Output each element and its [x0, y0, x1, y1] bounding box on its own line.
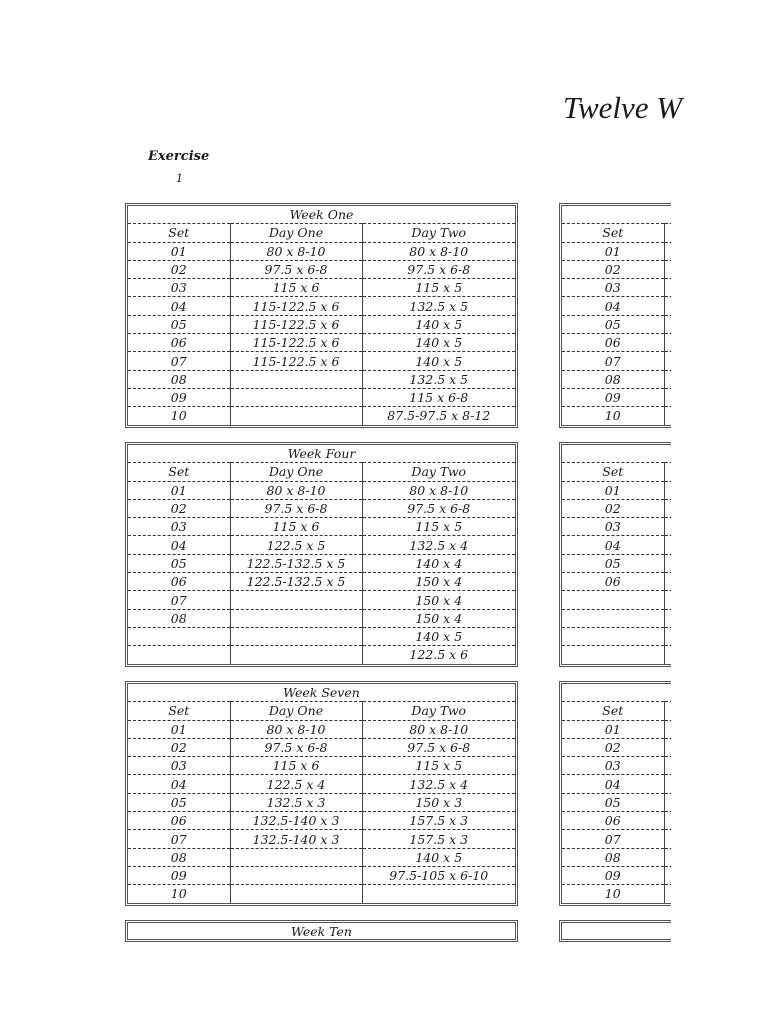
day-two-value: 150 x 4: [362, 573, 515, 591]
set-number: 09: [562, 388, 664, 406]
set-number: 02: [128, 260, 230, 278]
day-one-value: [664, 757, 671, 775]
set-number: 10: [562, 407, 664, 425]
week-block-partial: [559, 442, 671, 667]
set-number: 06: [562, 334, 664, 352]
set-number: 07: [128, 830, 230, 848]
set-number: [562, 609, 664, 627]
set-number: 05: [562, 793, 664, 811]
column-header-day-two: Day Two: [362, 463, 515, 481]
table-row: [562, 573, 671, 591]
column-header-day-one: [664, 702, 671, 720]
day-one-value: 132.5-140 x 3: [230, 812, 362, 830]
day-one-value: [664, 554, 671, 572]
day-one-value: [664, 260, 671, 278]
day-one-value: [664, 830, 671, 848]
day-two-value: 140 x 4: [362, 554, 515, 572]
set-number: 07: [128, 352, 230, 370]
table-row: [562, 646, 671, 664]
set-number: 01: [562, 242, 664, 260]
day-two-value: 150 x 4: [362, 609, 515, 627]
day-one-value: [664, 499, 671, 517]
day-one-value: 122.5-132.5 x 5: [230, 554, 362, 572]
set-number: 02: [128, 499, 230, 517]
table-row: [128, 573, 515, 591]
set-number: 09: [562, 866, 664, 884]
day-one-value: 80 x 8-10: [230, 242, 362, 260]
column-header-set: Set: [562, 463, 664, 481]
set-number: 09: [128, 866, 230, 884]
set-number: 06: [128, 573, 230, 591]
day-one-value: [230, 848, 362, 866]
table-row: [562, 793, 671, 811]
day-two-value: 80 x 8-10: [362, 720, 515, 738]
day-one-value: [230, 866, 362, 884]
day-one-value: [230, 885, 362, 903]
set-number: 10: [562, 885, 664, 903]
table-row: [128, 499, 515, 517]
day-one-value: [664, 738, 671, 756]
set-number: 06: [128, 812, 230, 830]
set-number: 03: [562, 757, 664, 775]
table-row: [128, 609, 515, 627]
table-row: [128, 279, 515, 297]
week-title: [562, 206, 671, 224]
set-number: 04: [562, 775, 664, 793]
table-row: [562, 720, 671, 738]
day-two-value: 97.5 x 6-8: [362, 738, 515, 756]
set-number: 03: [128, 757, 230, 775]
day-two-value: 140 x 5: [362, 627, 515, 645]
day-two-value: 132.5 x 5: [362, 370, 515, 388]
week-title: Week Seven: [128, 684, 515, 702]
day-one-value: 122.5-132.5 x 5: [230, 573, 362, 591]
table-row: [562, 885, 671, 903]
day-two-value: 140 x 5: [362, 352, 515, 370]
set-number: 07: [562, 830, 664, 848]
day-one-value: [664, 866, 671, 884]
table-row: [562, 738, 671, 756]
column-header-set: Set: [128, 702, 230, 720]
table-row: [562, 830, 671, 848]
set-number: 01: [128, 242, 230, 260]
day-one-value: [664, 812, 671, 830]
day-one-value: 115 x 6: [230, 279, 362, 297]
table-row: [562, 334, 671, 352]
day-one-value: [664, 627, 671, 645]
table-row: [128, 646, 515, 664]
column-header-day-one: [664, 224, 671, 242]
day-one-value: [664, 279, 671, 297]
set-number: 04: [562, 536, 664, 554]
table-row: [128, 536, 515, 554]
table-row: [128, 370, 515, 388]
table-row: [562, 866, 671, 884]
table-row: [562, 242, 671, 260]
table-row: [562, 297, 671, 315]
table-row: [128, 297, 515, 315]
column-header-set: Set: [128, 463, 230, 481]
day-one-value: [664, 848, 671, 866]
day-one-value: 80 x 8-10: [230, 481, 362, 499]
day-one-value: [664, 793, 671, 811]
day-one-value: 97.5 x 6-8: [230, 260, 362, 278]
day-one-value: 115-122.5 x 6: [230, 352, 362, 370]
day-one-value: [664, 646, 671, 664]
week-title: [562, 923, 671, 940]
column-header-day-one: Day One: [230, 224, 362, 242]
day-two-value: 132.5 x 4: [362, 536, 515, 554]
table-row: [562, 812, 671, 830]
table-row: [128, 866, 515, 884]
set-number: 01: [128, 481, 230, 499]
day-one-value: 80 x 8-10: [230, 720, 362, 738]
table-row: [128, 334, 515, 352]
day-two-value: 132.5 x 5: [362, 297, 515, 315]
table-row: [562, 388, 671, 406]
table-row: [128, 315, 515, 333]
day-one-value: [664, 370, 671, 388]
day-two-value: 80 x 8-10: [362, 242, 515, 260]
week-block: [125, 203, 518, 428]
day-one-value: [230, 627, 362, 645]
week-block: [125, 920, 518, 942]
table-row: [562, 370, 671, 388]
table-row: [128, 388, 515, 406]
set-number: 05: [128, 793, 230, 811]
set-number: 02: [562, 499, 664, 517]
table-row: [128, 812, 515, 830]
exercise-label: Exercise: [148, 149, 210, 164]
week-block-partial: [559, 920, 671, 942]
page-title: Twelve W: [563, 90, 683, 125]
week-block-partial: [559, 203, 671, 428]
table-row: [128, 591, 515, 609]
set-number: 03: [128, 518, 230, 536]
set-number: 08: [128, 370, 230, 388]
table-row: [128, 848, 515, 866]
table-row: [562, 627, 671, 645]
day-one-value: [664, 775, 671, 793]
set-number: 06: [128, 334, 230, 352]
table-row: [562, 775, 671, 793]
column-header-day-two: Day Two: [362, 224, 515, 242]
table-row: [128, 885, 515, 903]
table-row: [128, 775, 515, 793]
set-number: 08: [128, 609, 230, 627]
day-one-value: 115-122.5 x 6: [230, 334, 362, 352]
set-number: 02: [562, 738, 664, 756]
day-two-value: 157.5 x 3: [362, 830, 515, 848]
table-row: [128, 738, 515, 756]
table-row: [128, 407, 515, 425]
day-two-value: 115 x 5: [362, 757, 515, 775]
set-number: 08: [562, 848, 664, 866]
day-one-value: [664, 352, 671, 370]
day-two-value: 150 x 3: [362, 793, 515, 811]
day-one-value: 132.5-140 x 3: [230, 830, 362, 848]
day-one-value: [664, 407, 671, 425]
day-one-value: [230, 370, 362, 388]
day-one-value: [230, 646, 362, 664]
day-one-value: 122.5 x 4: [230, 775, 362, 793]
day-one-value: [664, 388, 671, 406]
table-row: [562, 499, 671, 517]
day-one-value: [230, 388, 362, 406]
day-two-value: 140 x 5: [362, 848, 515, 866]
set-number: [128, 646, 230, 664]
table-row: [562, 848, 671, 866]
set-number: 04: [128, 297, 230, 315]
column-header-day-one: [664, 463, 671, 481]
set-number: [128, 627, 230, 645]
set-number: 10: [128, 885, 230, 903]
table-row: [128, 554, 515, 572]
day-one-value: [664, 536, 671, 554]
column-header-day-one: Day One: [230, 702, 362, 720]
table-row: [128, 757, 515, 775]
table-row: [128, 793, 515, 811]
day-one-value: [664, 315, 671, 333]
day-two-value: 80 x 8-10: [362, 481, 515, 499]
set-number: 05: [562, 554, 664, 572]
day-one-value: 115-122.5 x 6: [230, 297, 362, 315]
set-number: 04: [128, 536, 230, 554]
day-one-value: 115-122.5 x 6: [230, 315, 362, 333]
day-one-value: [664, 242, 671, 260]
table-row: [562, 407, 671, 425]
week-title: Week Four: [128, 445, 515, 463]
table-row: [128, 720, 515, 738]
week-block: [125, 442, 518, 667]
day-one-value: 132.5 x 3: [230, 793, 362, 811]
column-header-day-one: Day One: [230, 463, 362, 481]
column-header-day-two: Day Two: [362, 702, 515, 720]
set-number: 03: [562, 279, 664, 297]
set-number: 02: [562, 260, 664, 278]
set-number: 03: [128, 279, 230, 297]
day-two-value: 97.5 x 6-8: [362, 499, 515, 517]
day-one-value: 97.5 x 6-8: [230, 738, 362, 756]
day-two-value: 87.5-97.5 x 8-12: [387, 408, 491, 424]
set-number: 08: [128, 848, 230, 866]
day-one-value: 115 x 6: [230, 518, 362, 536]
day-two-value: 140 x 5: [362, 334, 515, 352]
table-row: [562, 279, 671, 297]
day-one-value: [664, 334, 671, 352]
week-block: [125, 681, 518, 906]
set-number: 01: [128, 720, 230, 738]
week-title: Week One: [128, 206, 515, 224]
set-number: 07: [128, 591, 230, 609]
table-row: [562, 518, 671, 536]
set-number: [562, 591, 664, 609]
set-number: [562, 646, 664, 664]
day-two-value: 97.5-105 x 6-10: [362, 866, 515, 884]
table-row: [128, 260, 515, 278]
set-number: 07: [562, 352, 664, 370]
set-number: 05: [128, 554, 230, 572]
set-number: 09: [128, 388, 230, 406]
day-one-value: [664, 573, 671, 591]
day-one-value: [664, 518, 671, 536]
day-two-value: 115 x 5: [362, 279, 515, 297]
day-two-value: [362, 885, 515, 903]
day-two-value: 140 x 5: [362, 315, 515, 333]
set-number: 01: [562, 720, 664, 738]
day-one-value: [230, 591, 362, 609]
day-one-value: [664, 481, 671, 499]
table-row: [128, 352, 515, 370]
set-number: 04: [128, 775, 230, 793]
day-one-value: 122.5 x 5: [230, 536, 362, 554]
day-one-value: [664, 720, 671, 738]
set-number: 05: [128, 315, 230, 333]
set-number: 08: [562, 370, 664, 388]
set-number: 01: [562, 481, 664, 499]
exercise-number: 1: [176, 172, 183, 185]
day-one-value: [230, 609, 362, 627]
table-row: [562, 352, 671, 370]
day-one-value: [664, 885, 671, 903]
set-number: 04: [562, 297, 664, 315]
day-two-value: 115 x 6-8: [362, 388, 515, 406]
table-row: [562, 554, 671, 572]
table-row: [128, 518, 515, 536]
day-one-value: 97.5 x 6-8: [230, 499, 362, 517]
week-title: Week Ten: [291, 924, 352, 940]
day-two-value: 157.5 x 3: [362, 812, 515, 830]
day-one-value: [230, 407, 362, 425]
table-row: [562, 315, 671, 333]
table-row: [128, 830, 515, 848]
week-title: [562, 445, 671, 463]
table-row: [562, 260, 671, 278]
day-two-value: 132.5 x 4: [362, 775, 515, 793]
table-row: [128, 481, 515, 499]
set-number: 06: [562, 573, 664, 591]
table-row: [562, 481, 671, 499]
day-one-value: 115 x 6: [230, 757, 362, 775]
column-header-set: Set: [562, 702, 664, 720]
table-row: [562, 536, 671, 554]
table-row: [562, 591, 671, 609]
table-row: [128, 627, 515, 645]
column-header-set: Set: [562, 224, 664, 242]
day-one-value: [664, 297, 671, 315]
set-number: 05: [562, 315, 664, 333]
day-two-value: 115 x 5: [362, 518, 515, 536]
set-number: 06: [562, 812, 664, 830]
day-two-value: 97.5 x 6-8: [362, 260, 515, 278]
week-block-partial: [559, 681, 671, 906]
day-two-value: 150 x 4: [362, 591, 515, 609]
week-title: [562, 684, 671, 702]
set-number: 10: [128, 407, 230, 425]
set-number: 03: [562, 518, 664, 536]
day-one-value: [664, 609, 671, 627]
set-number: [562, 627, 664, 645]
day-two-value: 122.5 x 6: [409, 647, 469, 663]
set-number: 02: [128, 738, 230, 756]
day-one-value: [664, 591, 671, 609]
table-row: [562, 609, 671, 627]
table-row: [562, 757, 671, 775]
table-row: [128, 242, 515, 260]
column-header-set: Set: [128, 224, 230, 242]
